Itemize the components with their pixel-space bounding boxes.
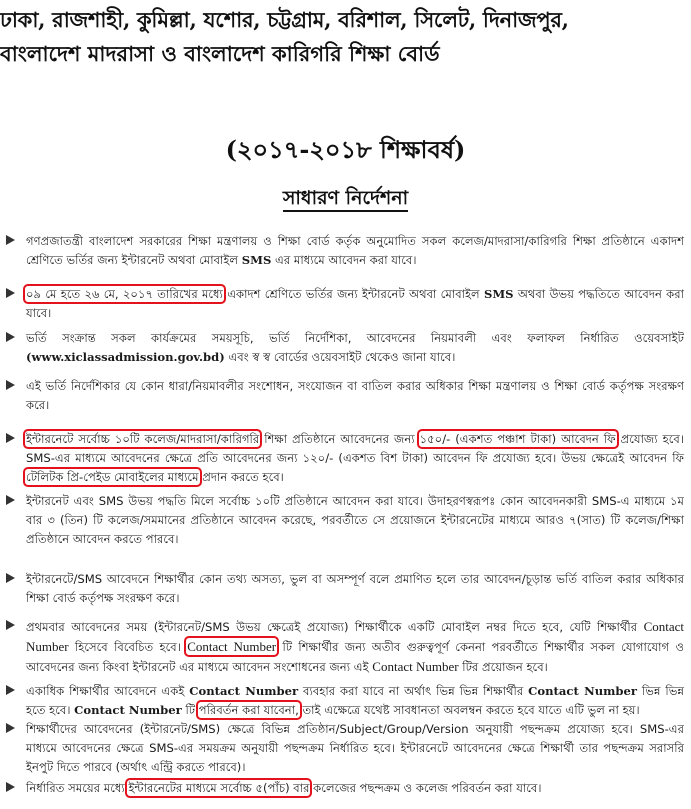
bullet-arrow-icon: [6, 685, 15, 695]
instruction-item-2: [6, 285, 684, 323]
instruction-text: প্রথমবার আবেদনের সময় (ইন্টারনেট/SMS উভয় ক্ষেত্রেই প্রযোজ্য) শিক্ষার্থীকে একটি মোবাইল নম্বর দিতে হবে, যেটি শিক্ষার্থীর Contact Number হিসেবে বিবেচিত হবে। Contact Number টি শিক্ষার্থীর জন্য অতীব গুরুত্বপূর্ণ কেননা পরবর্তীতে শিক্ষার্থীর সকল যোগাযোগ ও আবেদনের জন্য কিংবা ইন্টারনেট এর মাধ্যমে আবেদন সংশোধনের জন্য এই Contact Number টির প্রয়োজন হবে।: [26, 619, 684, 674]
instruction-text: এই ভর্তি নির্দেশিকার যে কোন ধারা/নিয়মাবলীর সংশোধন, সংযোজন বা বাতিল করার অধিকার শিক্ষা মন্ত্রণালয় ও শিক্ষা বোর্ড কর্তৃপক্ষ সংরক্ষণ করে।: [26, 379, 684, 412]
highlight-teletalk-payment: টেলিটক প্রি-পেইড মোবাইলের মাধ্যমে: [26, 470, 199, 484]
highlight-cannot-change: পরিবর্তন করা যাবেনা,: [198, 703, 299, 717]
instruction-item-6: [6, 492, 684, 549]
instruction-item-4: [6, 377, 684, 415]
bullet-arrow-icon: [6, 332, 15, 342]
instruction-text: গণপ্রজাতন্ত্রী বাংলাদেশ সরকারের শিক্ষা মন্ত্রণালয় ও শিক্ষা বোর্ড কর্তৃক অনুমোদিত সকল কলেজ/মাদরাসা/কারিগরি শিক্ষা প্রতিষ্ঠানে একাদশ শ্রেণিতে ভর্তির জন্য ইন্টারনেট অথবা মোবাইল SMS এর মাধ্যমে আবেদন করা যাবে।: [26, 234, 684, 267]
instruction-text: শিক্ষার্থীদের আবেদনের (ইন্টারনেট/SMS) ক্ষেত্রে বিভিন্ন প্রতিষ্ঠান/Subject/Group/Version অনুযায়ী পছন্দক্রম প্রযোজ্য হবে। SMS-এর মাধ্যমে আবেদনের ক্ষেত্রে SMS-এর সময়ক্রম অনুযায়ী পছন্দক্রম নির্ধারিত হবে। ইন্টারনেটে আবেদনের ক্ষেত্রে শিক্ষার্থী তার পছন্দক্রম সরাসরি ইনপুট দিতে পারবে (অর্থাৎ এন্ট্রি করতে পারবে)।: [26, 722, 684, 774]
academic-year: (২০১৭-২০১৮ শিক্ষাবর্ষ): [225, 135, 466, 164]
bullet-arrow-icon: [6, 495, 15, 505]
instruction-item-1: [6, 232, 684, 270]
instruction-item-9: [6, 682, 684, 720]
instruction-text: ০৯ মে হতে ২৬ মে, ২০১৭ তারিখের মধ্যে একাদশ শ্রেণিতে ভর্তির জন্য ইন্টারনেট অথবা মোবাইল SMS অথবা উভয় পদ্ধতিতে আবেদন করা যাবে।: [26, 287, 684, 320]
instruction-text: ভর্তি সংক্রান্ত সকল কার্যক্রমের সময়সূচি, ভর্তি নির্দেশিকা, আবেদনের নিয়মাবলী এবং ফলাফল নির্ধারিত ওয়েবসাইট (www.xiclassadmission.gov.bd) এবং স্ব স্ব বোর্ডের ওয়েবসাইট থেকেও জানা যাবে।: [26, 331, 684, 364]
instruction-item-5: [6, 430, 684, 487]
instruction-item-10: [6, 720, 684, 777]
highlight-application-fee: ১৫০/- (একশত পঞ্চাশ টাকা) আবেদন ফি: [419, 432, 616, 446]
instruction-text: ইন্টারনেট এবং SMS উভয় পদ্ধতি মিলে সর্বোচ্চ ১০টি প্রতিষ্ঠানে আবেদন করা যাবে। উদাহরণস্বরূপঃ কোন আবেদনকারী SMS-এ মাধ্যমে ১ম বার ৩ (তিন) টি কলেজ/সমমানের প্রতিষ্ঠানে আবেদন করেছে, পরবর্তীতে সে প্রয়োজনে ইন্টারনেটের মাধ্যমে আরও ৭(সাত) টি কলেজ/শিক্ষা প্রতিষ্ঠানে আবেদন করতে পারবে।: [26, 494, 684, 546]
bullet-arrow-icon: [6, 723, 15, 733]
board-title-line: বাংলাদেশ মাদরাসা ও বাংলাদেশ কারিগরি শিক্ষা বোর্ড: [0, 41, 440, 66]
instruction-item-8: [6, 617, 684, 677]
instruction-text: নির্ধারিত সময়ের মধ্যে ইন্টারনেটের মাধ্যমে সর্বোচ্চ ৫(পাঁচ) বার কলেজের পছন্দক্রম ও কলেজ পরিবর্তন করা যাবে।: [26, 781, 542, 795]
instruction-text: ইন্টারনেটে সর্বোচ্চ ১০টি কলেজ/মাদরাসা/কারিগরি শিক্ষা প্রতিষ্ঠানে আবেদনের জন্য ১৫০/- (একশত পঞ্চাশ টাকা) আবেদন ফি প্রযোজ্য হবে। SMS-এর মাধ্যমে আবেদনের ক্ষেত্রে প্রতি আবেদনের জন্য ১২০/- (একশত বিশ টাকা) আবেদন ফি প্রযোজ্য হবে। উভয় ক্ষেত্রেই আবেদন ফি টেলিটক প্রি-পেইড মোবাইলের মাধ্যমে প্রদান করতে হবে।: [26, 432, 685, 484]
bullet-arrow-icon: [6, 380, 15, 390]
bullet-arrow-icon: [6, 433, 15, 443]
instruction-text: ইন্টারনেটে/SMS আবেদনে শিক্ষার্থীর কোন তথ্য অসত্য, ভুল বা অসম্পূর্ণ বলে প্রমাণিত হলে তার আবেদন/চূড়ান্ত ভর্তি বাতিল করার অধিকার শিক্ষা বোর্ড কর্তৃপক্ষ সংরক্ষণ করে।: [26, 572, 684, 605]
instruction-item-7: [6, 570, 684, 608]
highlight-contact-number: Contact Number: [187, 639, 277, 654]
highlight-max-changes: ইন্টারনেটের মাধ্যমে সর্বোচ্চ ৫(পাঁচ) বার: [128, 781, 310, 795]
instructions-title-text: সাধারণ নির্দেশনা: [283, 187, 408, 212]
board-names-line: ঢাকা, রাজশাহী, কুমিল্লা, যশোর, চট্টগ্রাম, বরিশাল, সিলেট, দিনাজপুর,: [0, 7, 569, 32]
instruction-text: একাধিক শিক্ষার্থীর আবেদনে একই Contact Number ব্যবহার করা যাবে না অর্থাৎ ভিন্ন ভিন্ন শিক্ষার্থীর Contact Number ভিন্ন ভিন্ন হতে হবে। Contact Number টি পরিবর্তন করা যাবেনা, তাই এক্ষেত্রে যথেষ্ট সাবধানতা অবলম্বন করতে হবে যাতে এটি ভুল না হয়।: [26, 684, 684, 717]
bullet-arrow-icon: [6, 288, 15, 298]
bullet-arrow-icon: [6, 782, 15, 792]
instruction-item-3: [6, 329, 684, 367]
bullet-arrow-icon: [6, 235, 15, 245]
highlight-max-institutions: ইন্টারনেটে সর্বোচ্চ ১০টি কলেজ/মাদরাসা/কারিগরি: [26, 432, 260, 446]
bullet-arrow-icon: [6, 620, 15, 630]
highlight-date-range: ০৯ মে হতে ২৬ মে, ২০১৭ তারিখের মধ্যে: [26, 287, 223, 301]
instruction-item-11: [6, 779, 684, 798]
instructions-title: [0, 186, 691, 210]
bullet-arrow-icon: [6, 573, 15, 583]
